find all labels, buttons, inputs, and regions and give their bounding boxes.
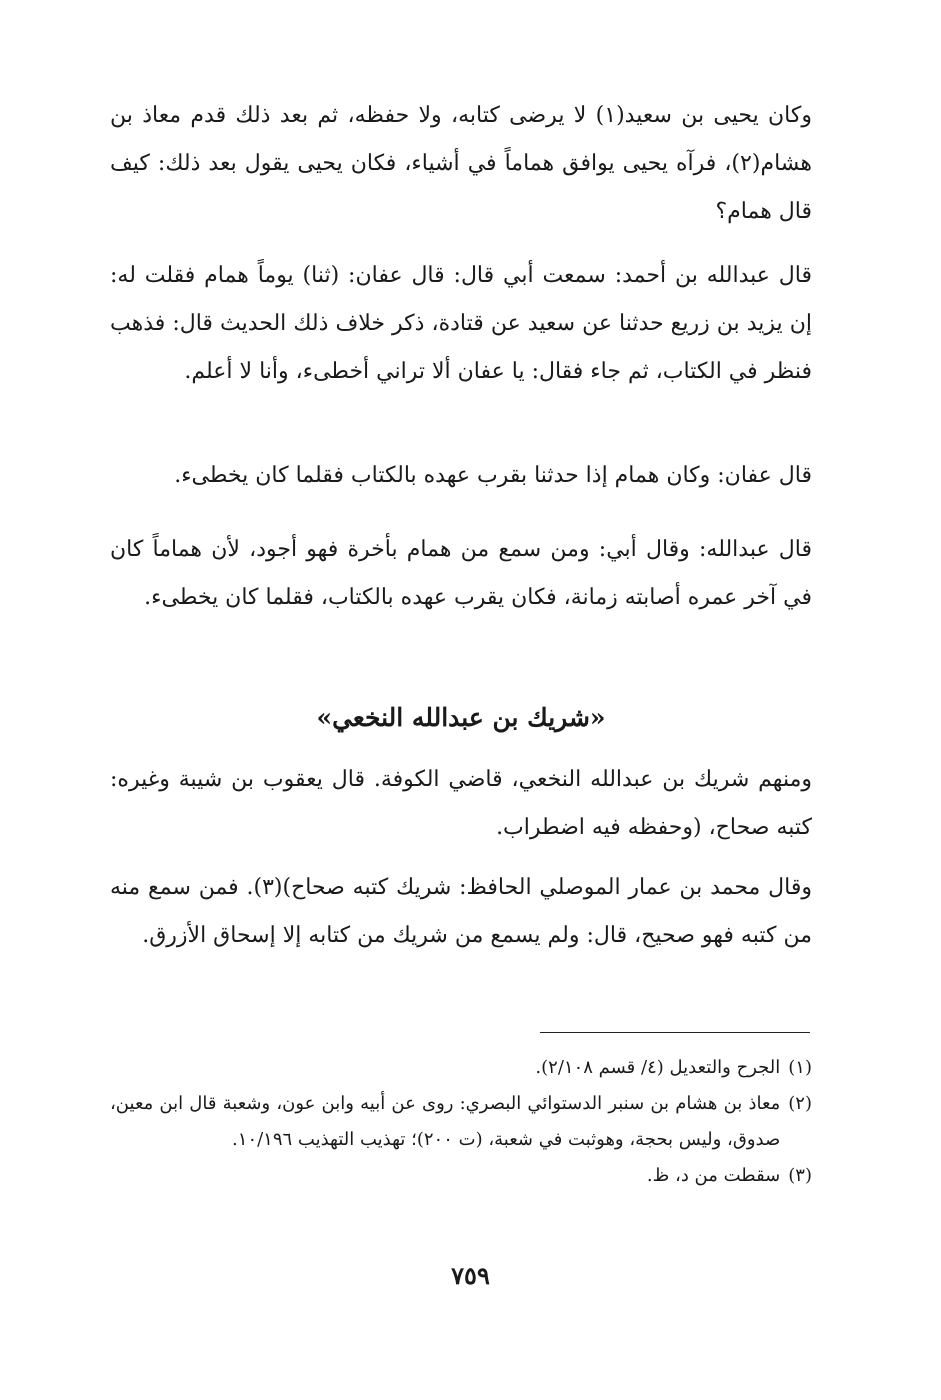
- footnote-item: [110, 1086, 812, 1158]
- footnote-item: [110, 1158, 812, 1194]
- footnote-text: سقطت من د، ظ.: [646, 1165, 781, 1186]
- footnote-text: معاذ بن هشام بن سنبر الدستوائي البصري: روى عن أبيه وابن عون، وشعبة قال ابن معين، صدوق، وليس بحجة، وهوثبت في شعبة، (ت ٢٠٠)؛ تهذيب التهذيب ١٠/١٩٦.: [110, 1093, 781, 1150]
- footnote-item: [110, 1050, 812, 1086]
- footnote-marker: (١): [788, 1057, 812, 1078]
- paragraph: قال عبدالله: وقال أبي: ومن سمع من همام بأخرة فهو أجود، لأن هماماً كان في آخر عمره أصابته زمانة، فكان يقرب عهده بالكتاب، فقلما كان يخطىء.: [110, 537, 812, 610]
- footnote-marker: (٣): [788, 1165, 812, 1186]
- page-number: ٧٥٩: [451, 1261, 490, 1290]
- footnote-text: الجرح والتعديل (٤/ قسم ٢/١٠٨).: [535, 1057, 781, 1078]
- paragraph: وكان يحيى بن سعيد(١) لا يرضى كتابه، ولا حفظه، ثم بعد ذلك قدم معاذ بن هشام(٢)، فرآه يحيى يوافق هماماً في أشياء، فكان يحيى يقول بعد ذلك: كيف قال همام؟: [110, 103, 812, 224]
- footnote-marker: (٢): [788, 1093, 812, 1114]
- paragraph: وقال محمد بن عمار الموصلي الحافظ: شريك كتبه صحاح)(٣). فمن سمع منه من كتبه فهو صحيح، قال: ولم يسمع من شريك من كتابه إلا إسحاق الأزرق.: [110, 875, 812, 948]
- paragraph: قال عفان: وكان همام إذا حدثنا بقرب عهده بالكتاب فقلما كان يخطىء.: [174, 463, 812, 488]
- paragraph: ومنهم شريك بن عبدالله النخعي، قاضي الكوفة. قال يعقوب بن شيبة وغيره: كتبه صحاح، (وحفظه فيه اضطراب.: [110, 767, 812, 840]
- footnote-divider: [540, 1032, 810, 1033]
- section-heading: «شريك بن عبدالله النخعي»: [316, 703, 606, 732]
- footnotes-list: [110, 1050, 812, 1194]
- paragraph: قال عبدالله بن أحمد: سمعت أبي قال: قال عفان: (ثنا) يوماً همام فقلت له: إن يزيد بن زريع حدثنا عن سعيد عن قتادة، ذكر خلاف ذلك الحديث قال: فذهب فنظر في الكتاب، ثم جاء فقال: يا عفان ألا تراني أخطىء، وأنا لا أعلم.: [110, 263, 812, 384]
